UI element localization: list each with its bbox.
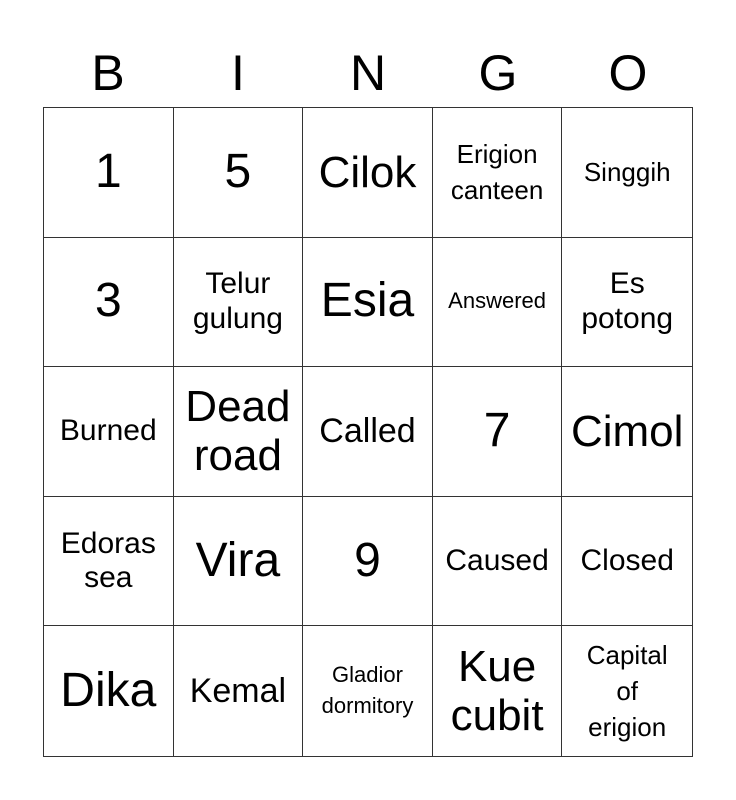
header-letter-g: G	[478, 45, 518, 101]
bingo-cell-r3-c5[interactable]	[562, 367, 692, 497]
bingo-cell-r2-c4[interactable]	[433, 238, 563, 368]
bingo-cell-r5-c3[interactable]	[303, 626, 433, 756]
bingo-cell-text: Burned	[59, 414, 157, 448]
bingo-cell-text: Erigion canteen	[450, 138, 544, 206]
bingo-cell-text: Kemal	[189, 671, 287, 710]
header-letter-n: N	[349, 45, 387, 101]
bingo-cell-text: Esia	[320, 274, 415, 328]
bingo-cell-text: Edoras sea	[60, 526, 156, 595]
header-letter-i: I	[231, 45, 245, 101]
bingo-cell-text: Cilok	[318, 147, 417, 197]
bingo-cell-r3-c3[interactable]	[303, 367, 433, 497]
bingo-cell-text: Gladior dormitory	[321, 662, 414, 719]
bingo-cell-text: Dika	[60, 663, 157, 717]
bingo-cell-text: Dead road	[185, 382, 291, 481]
bingo-cell-r1-c5[interactable]	[562, 108, 692, 238]
bingo-cell-text: Singgih	[583, 157, 671, 188]
bingo-cell-r5-c2[interactable]	[174, 626, 304, 756]
header-letter-b: B	[91, 45, 125, 101]
bingo-cell-r5-c1[interactable]	[44, 626, 174, 756]
bingo-cell-text: 1	[94, 144, 122, 198]
bingo-cell-r3-c4[interactable]	[433, 367, 563, 497]
bingo-cell-r3-c1[interactable]	[44, 367, 174, 497]
bingo-cell-text: 5	[224, 144, 252, 198]
bingo-cell-r4-c3[interactable]	[303, 497, 433, 627]
bingo-cell-text: Answered	[448, 288, 547, 314]
bingo-cell-r1-c4[interactable]	[433, 108, 563, 238]
bingo-cell-text: Called	[319, 412, 416, 451]
bingo-cell-text: 9	[354, 533, 381, 587]
header-letter-o: O	[608, 45, 648, 101]
bingo-cell-r2-c1[interactable]	[44, 238, 174, 368]
bingo-cell-r4-c5[interactable]	[562, 497, 692, 627]
bingo-cell-r4-c1[interactable]	[44, 497, 174, 627]
bingo-cell-text: Cimol	[570, 406, 684, 456]
bingo-cell-text: Telur gulung	[192, 267, 283, 335]
bingo-cell-r3-c2[interactable]	[174, 367, 304, 497]
bingo-cell-text: 3	[94, 274, 122, 328]
bingo-cell-r1-c2[interactable]	[174, 108, 304, 238]
bingo-cell-r5-c5[interactable]	[562, 626, 692, 756]
bingo-cell-r2-c5[interactable]	[562, 238, 692, 368]
bingo-cell-r2-c2[interactable]	[174, 238, 304, 368]
bingo-header	[43, 40, 693, 106]
bingo-cell-text: Closed	[580, 543, 674, 577]
bingo-cell-text: Kue cubit	[450, 641, 544, 741]
bingo-cell-r4-c2[interactable]	[174, 497, 304, 627]
bingo-cell-text: Es potong	[581, 267, 674, 335]
bingo-cell-text: 7	[483, 404, 511, 458]
bingo-board	[43, 107, 693, 757]
bingo-cell-r1-c3[interactable]	[303, 108, 433, 238]
bingo-cell-r1-c1[interactable]	[44, 108, 174, 238]
bingo-cell-text: Vira	[195, 533, 281, 587]
bingo-cell-text: Caused	[445, 543, 549, 577]
bingo-cell-r2-c3[interactable]	[303, 238, 433, 368]
bingo-cell-r4-c4[interactable]	[433, 497, 563, 627]
bingo-cell-r5-c4[interactable]	[433, 626, 563, 756]
bingo-cell-text: Capital of erigion	[586, 639, 668, 743]
